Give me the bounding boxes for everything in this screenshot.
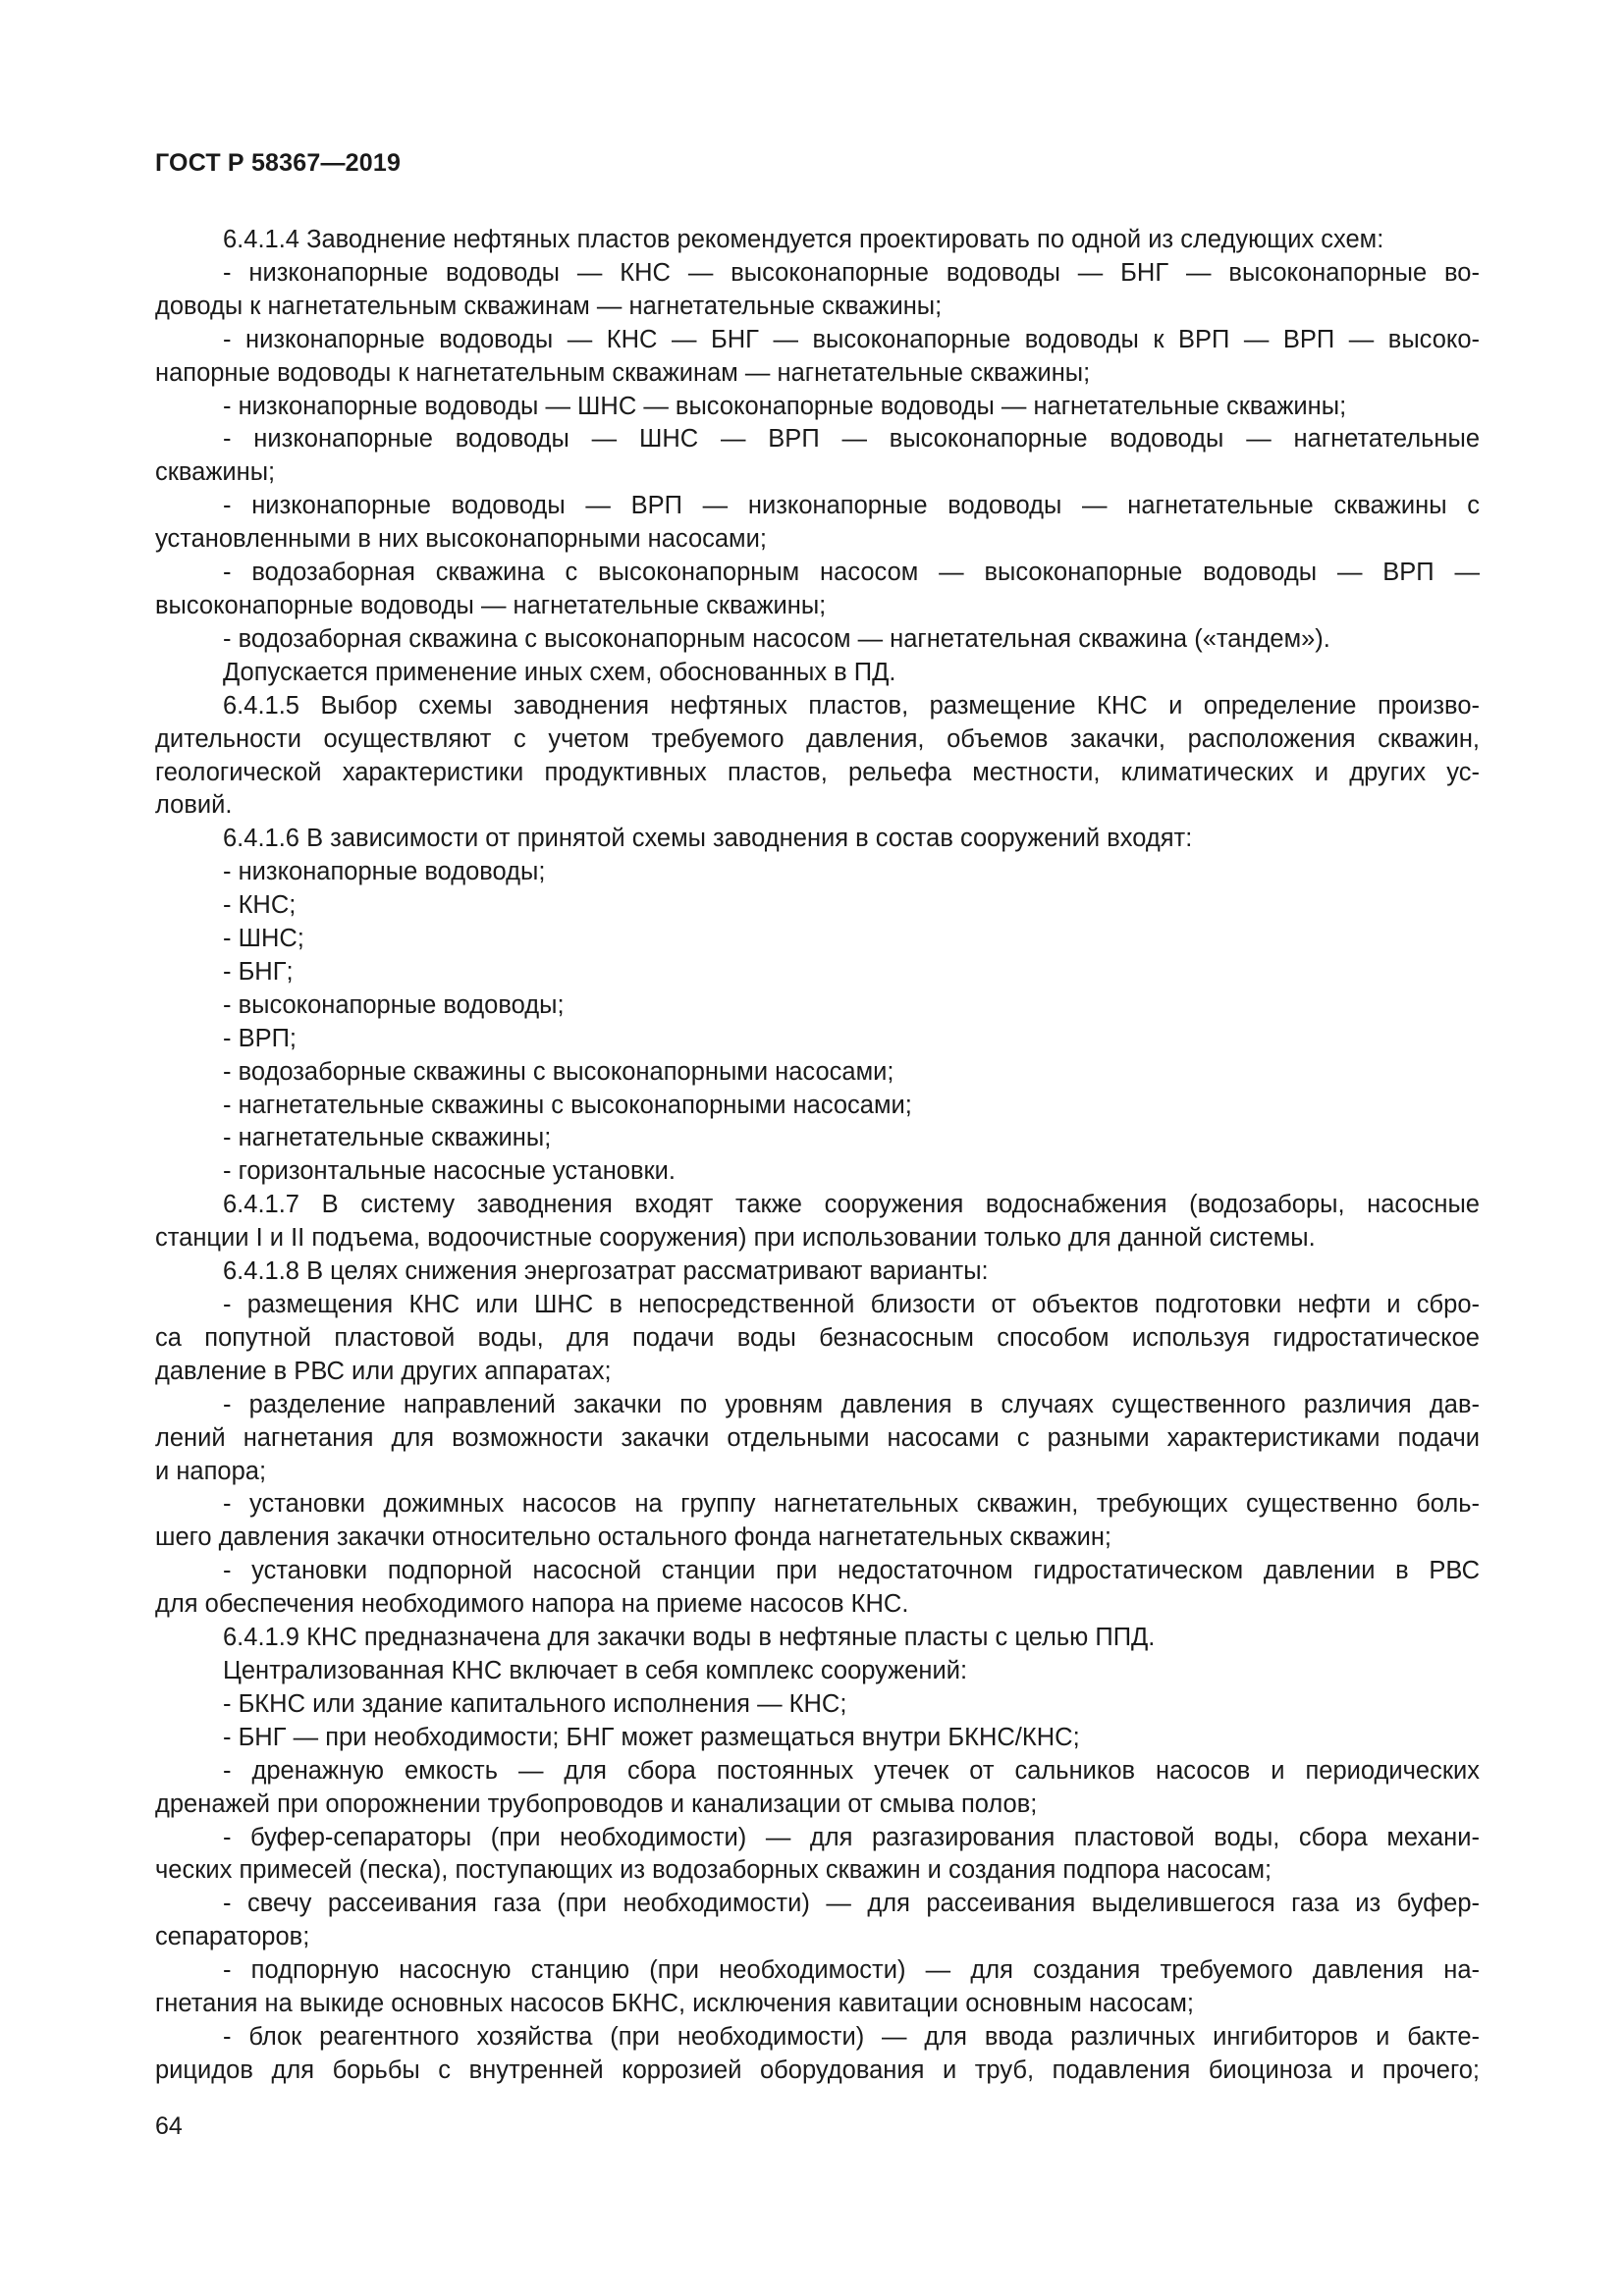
text-line: 6.4.1.4 Заводнение нефтяных пластов рекомендуется проектировать по одной из следующих схем: bbox=[223, 226, 1384, 253]
text-line: установленными в них высоконапорными насосами; bbox=[155, 525, 767, 554]
text-line: Допускается применение иных схем, обоснованных в ПД. bbox=[223, 658, 896, 686]
text-line: для обеспечения необходимого напора на приеме насосов КНС. bbox=[155, 1590, 909, 1619]
text-line: рицидов для борьбы с внутренней коррозией оборудования и труб, подавления биоциноза и прочего; bbox=[155, 2056, 1480, 2084]
text-line: - блок реагентного хозяйства (при необходимости) — для ввода различных ингибиторов и бакте- bbox=[223, 2022, 1480, 2051]
text-line: - низконапорные водоводы — ШНС — высоконапорные водоводы — нагнетательные скважины; bbox=[223, 392, 1347, 420]
text-line: высоконапорные водоводы — нагнетательные скважины; bbox=[155, 591, 827, 619]
document-header: ГОСТ Р 58367—2019 bbox=[155, 149, 402, 177]
text-line: - низконапорные водоводы — КНС — высоконапорные водоводы — БНГ — высоконапорные во- bbox=[223, 258, 1480, 287]
text-line: - горизонтальные насосные установки. bbox=[223, 1157, 677, 1186]
text-line: - низконапорные водоводы — ВРП — низконапорные водоводы — нагнетательные скважины с bbox=[223, 492, 1480, 520]
body-text bbox=[155, 224, 1480, 2088]
text-line: геологической характеристики продуктивных пластов, рельефа местности, климатических и других ус- bbox=[155, 758, 1480, 786]
text-line: 6.4.1.6 В зависимости от принятой схемы заводнения в состав сооружений входят: bbox=[223, 825, 1193, 853]
text-line: шего давления закачки относительно остального фонда нагнетательных скважин; bbox=[155, 1523, 1112, 1552]
text-line: скважины; bbox=[155, 458, 276, 487]
text-line: дительности осуществляют с учетом требуемого давления, объемов закачки, расположения скважин, bbox=[155, 724, 1480, 753]
text-line: - водозаборные скважины с высоконапорными насосами; bbox=[223, 1057, 894, 1086]
text-line: сепараторов; bbox=[155, 1923, 310, 1951]
text-line: - разделение направлений закачки по уровням давления в случаях существенного различия дав- bbox=[223, 1390, 1480, 1418]
text-line: станции I и II подъема, водоочистные сооружения) при использовании только для данной системы. bbox=[155, 1224, 1316, 1253]
text-line: - БНГ — при необходимости; БНГ может размещаться внутри БКНС/КНС; bbox=[223, 1723, 1080, 1751]
text-line: - водозаборная скважина с высоконапорным насосом — нагнетательная скважина («тандем»). bbox=[223, 624, 1330, 653]
text-line: ловий. bbox=[155, 791, 233, 820]
text-line: - ВРП; bbox=[223, 1024, 298, 1052]
text-line: - низконапорные водоводы; bbox=[223, 858, 546, 886]
text-line: - БНГ; bbox=[223, 957, 294, 986]
text-line: 6.4.1.5 Выбор схемы заводнения нефтяных пластов, размещение КНС и определение произво- bbox=[223, 691, 1480, 720]
text-line: - подпорную насосную станцию (при необходимости) — для создания требуемого давления на- bbox=[223, 1956, 1480, 1985]
text-line: - высоконапорные водоводы; bbox=[223, 990, 565, 1019]
text-line: доводы к нагнетательным скважинам — нагнетательные скважины; bbox=[155, 292, 943, 320]
text-line: давление в РВС или других аппаратах; bbox=[155, 1357, 612, 1385]
text-line: Централизованная КНС включает в себя комплекс сооружений: bbox=[223, 1656, 968, 1684]
text-line: напорные водоводы к нагнетательным скважинам — нагнетательные скважины; bbox=[155, 358, 1091, 387]
text-line: - нагнетательные скважины; bbox=[223, 1124, 552, 1152]
text-line: - низконапорные водоводы — КНС — БНГ — высоконапорные водоводы к ВРП — ВРП — высоко- bbox=[223, 325, 1480, 353]
text-line: - низконапорные водоводы — ШНС — ВРП — высоконапорные водоводы — нагнетательные bbox=[223, 425, 1480, 454]
text-line: - размещения КНС или ШНС в непосредственной близости от объектов подготовки нефти и сбро- bbox=[223, 1291, 1480, 1318]
text-line: дренажей при опорожнении трубопроводов и канализации от смыва полов; bbox=[155, 1789, 1038, 1818]
page-number: 64 bbox=[155, 2112, 183, 2140]
text-line: 6.4.1.9 КНС предназначена для закачки воды в нефтяные пласты с целью ППД. bbox=[223, 1624, 1156, 1652]
text-line: - БКНС или здание капитального исполнения — КНС; bbox=[223, 1689, 847, 1718]
text-line: ческих примесей (песка), поступающих из водозаборных скважин и создания подпора насосам; bbox=[155, 1856, 1272, 1885]
text-line: - установки дожимных насосов на группу нагнетательных скважин, требующих существенно боль- bbox=[223, 1490, 1480, 1519]
text-line: гнетания на выкиде основных насосов БКНС, исключения кавитации основным насосам; bbox=[155, 1990, 1195, 2018]
text-line: - буфер-сепараторы (при необходимости) — для разгазирования пластовой воды, сбора механи- bbox=[223, 1823, 1480, 1851]
text-line: лений нагнетания для возможности закачки отдельными насосами с разными характеристиками подачи bbox=[155, 1423, 1480, 1452]
text-line: - нагнетательные скважины с высоконапорными насосами; bbox=[223, 1091, 912, 1119]
text-line: 6.4.1.7 В систему заводнения входят также сооружения водоснабжения (водозаборы, насосные bbox=[223, 1191, 1480, 1219]
text-line: са попутной пластовой воды, для подачи воды безнасосным способом используя гидростатическое bbox=[155, 1323, 1480, 1352]
text-line: - дренажную емкость — для сбора постоянных утечек от сальников насосов и периодических bbox=[223, 1756, 1480, 1785]
text-line: - установки подпорной насосной станции при недостаточном гидростатическом давлении в РВС bbox=[223, 1557, 1480, 1585]
text-line: и напора; bbox=[155, 1457, 267, 1485]
text-line: - ШНС; bbox=[223, 925, 304, 953]
text-line: - свечу рассеивания газа (при необходимости) — для рассеивания выделившегося газа из буфер- bbox=[223, 1890, 1480, 1918]
text-line: 6.4.1.8 В целях снижения энергозатрат рассматривают варианты: bbox=[223, 1257, 989, 1286]
text-line: - водозаборная скважина с высоконапорным насосом — высоконапорные водоводы — ВРП — bbox=[223, 559, 1480, 587]
text-line: - КНС; bbox=[223, 891, 297, 920]
